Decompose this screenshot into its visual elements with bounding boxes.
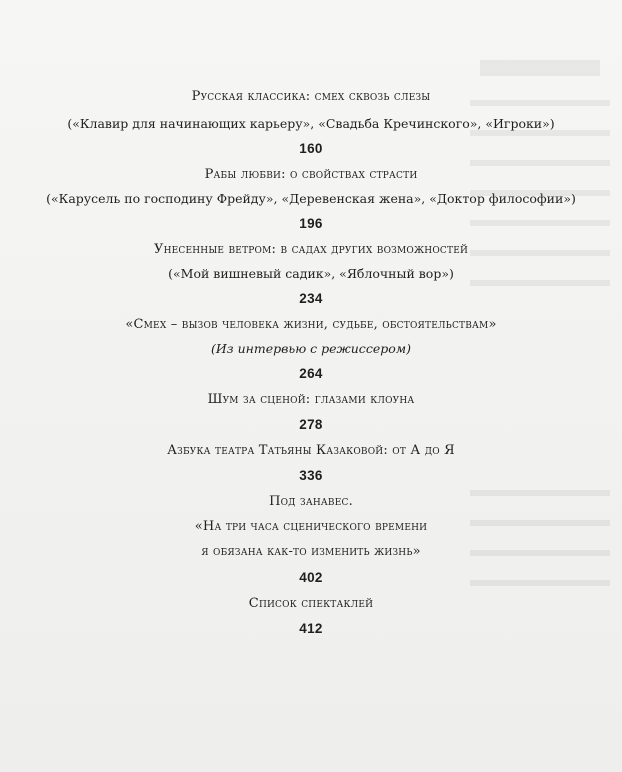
toc-title-noise-behind-scene: Шум за сценой: глазами клоуна bbox=[207, 392, 415, 407]
toc-title-curtain: Под занавес. bbox=[269, 494, 353, 509]
toc-title-theatre-alphabet: Азбука театра Татьяны Казаковой: от А до Я bbox=[167, 443, 455, 458]
toc-subtitle-gone-with-wind: («Мой вишневый садик», «Яблочный вор») bbox=[168, 266, 454, 281]
toc-title-russian-classics: Русская классика: смех сквозь слезы bbox=[191, 89, 431, 104]
toc-title-laughter-challenge: «Смех – вызов человека жизни, судьбе, обстоятельствам» bbox=[125, 317, 497, 332]
toc-title-slaves-of-love: Рабы любви: о свойствах страсти bbox=[204, 167, 418, 182]
toc-page-number: 196 bbox=[299, 216, 323, 231]
toc-page-number: 336 bbox=[299, 468, 323, 483]
toc-title-curtain-quote-1: «На три часа сценического времени bbox=[194, 519, 428, 534]
toc-subtitle-slaves-of-love: («Карусель по господину Фрейду», «Деревенская жена», «Доктор философии») bbox=[46, 191, 576, 206]
toc-page-number: 278 bbox=[299, 417, 323, 432]
toc-subtitle-interview: (Из интервью с режиссером) bbox=[211, 341, 411, 356]
toc-title-curtain-quote-2: я обязана как-то изменить жизнь» bbox=[201, 544, 421, 559]
toc-title-performance-list: Список спектаклей bbox=[248, 596, 374, 611]
toc-page-number: 264 bbox=[299, 366, 323, 381]
toc-title-gone-with-wind: Унесенные ветром: в садах других возможностей bbox=[153, 242, 469, 257]
toc-page-number: 234 bbox=[299, 291, 323, 306]
toc-page-number: 412 bbox=[299, 621, 323, 636]
toc-page-number: 160 bbox=[299, 141, 323, 156]
toc-subtitle-russian-classics: («Клавир для начинающих карьеру», «Свадьба Кречинского», «Игроки») bbox=[67, 116, 555, 131]
toc-page-number: 402 bbox=[299, 570, 323, 585]
